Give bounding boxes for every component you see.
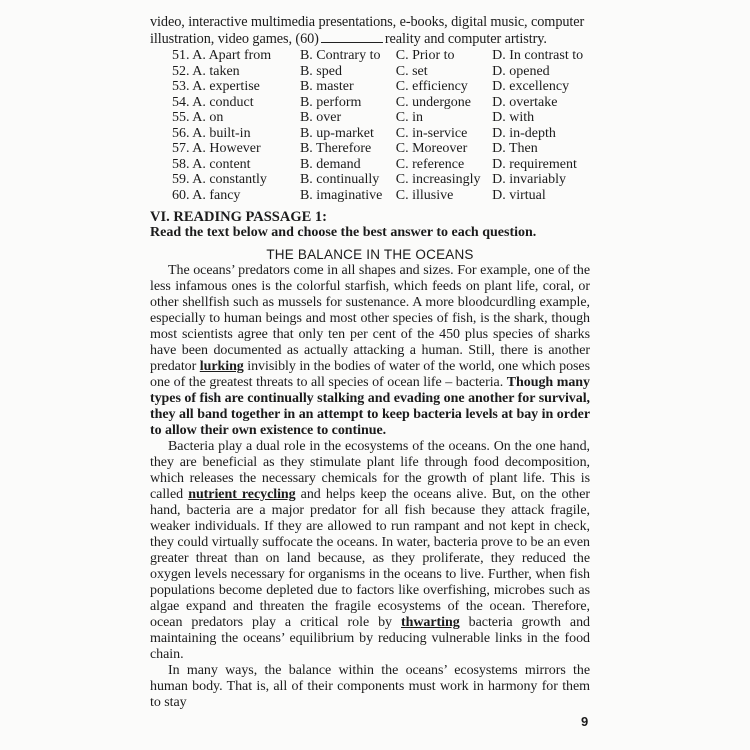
question-number-and-option-a (150, 64, 300, 80)
question-number: 53. (172, 79, 190, 94)
option-b: B. demand (299, 156, 361, 172)
question-number: 58. (172, 156, 190, 172)
question-number-and-option-a (150, 141, 300, 157)
page-content (150, 14, 590, 711)
option-b: B. sped (299, 63, 342, 79)
question-row (150, 64, 590, 80)
question-number: 57. (172, 141, 190, 156)
option-d: D. with (492, 110, 535, 125)
option-c: C. increasingly (395, 172, 481, 187)
question-number-and-option-a (150, 188, 300, 204)
option-c: C. efficiency (395, 79, 468, 94)
question-number: 55. (172, 110, 190, 125)
option-b: B. master (299, 79, 354, 94)
section-title: VI. READING PASSAGE 1: (150, 209, 327, 225)
option-d: D. requirement (492, 156, 577, 172)
intro-text (150, 14, 590, 47)
option-a: A. content (192, 156, 251, 172)
option-a: A. fancy (192, 187, 241, 203)
question-number-and-option-a (150, 48, 300, 64)
question-row (150, 172, 590, 188)
option-b: B. up-market (299, 125, 374, 141)
option-d: D. Then (492, 141, 538, 156)
option-c: C. in-service (395, 125, 468, 141)
question-number: 54. (172, 94, 190, 110)
option-a: A. taken (192, 63, 240, 79)
option-d: D. opened (492, 63, 550, 79)
option-c: C. illusive (395, 187, 454, 203)
question-number-and-option-a (150, 95, 300, 111)
answer-blank (321, 32, 383, 43)
option-a: A. constantly (192, 172, 267, 187)
option-b: B. continually (299, 172, 380, 187)
question-number-and-option-a (150, 172, 300, 188)
option-c: C. undergone (395, 94, 471, 110)
option-a: A. expertise (192, 79, 260, 94)
question-number: 59. (172, 172, 190, 187)
paragraph-2: Bacteria play a dual role in the ecosystems of the oceans. On the one hand, they are beneficial as they stimulate plant life through food decomposition, which releases the necessary chemicals for the growth of plant life. This is called nutrient recycling and helps keep the oceans alive. But, on the other hand, bacteria are a major predator for all fish because they attack fragile, weaker individuals. If they are allowed to run rampant and not kept in check, they could virtually suffocate the oceans. In water, bacteria prove to be an even greater threat than on land because, as they proliferate, they reduced the oxygen levels necessary for organisms in the oceans to live. Further, when fish populations become depleted due to factors like overfishing, microbes such as algae expand and threaten the fragile ecosystems of the ocean. Therefore, ocean predators play a critical role by thwarting bacteria growth and maintaining the oceans’ equilibrium by reducing vulnerable links in the food chain. (150, 439, 590, 662)
paragraph-1: The oceans’ predators come in all shapes and sizes. For example, one of the less infamous ones is the colorful starfish, which feeds on plant life, coral, or other shellfish such as mussels for sustenance. A more bloodcurdling example, especially to human beings and most other species of fish, is the shark, though most scientists agree that only ten per cent of the 450 plus species of sharks have been documented as actually attacking a human. Still, there is another predator lurking invisibly in the bodies of water of the world, one which poses one of the greatest threats to all species of ocean life – bacteria. Though many types of fish are continually stalking and evading one another for survival, they all band together in an attempt to keep bacteria levels at bay in order to allow their own existence to continue. (150, 263, 590, 438)
option-c: C. reference (395, 156, 465, 172)
option-b: B. Contrary to (299, 48, 381, 63)
paragraph-3: In many ways, the balance within the oceans’ ecosystems mirrors the human body. That is, all of their components must work in harmony for them to stay (150, 663, 590, 710)
intro-line-2: illustration, video games, (60) reality and computer artistry. (150, 30, 547, 47)
question-number-and-option-a (150, 110, 300, 126)
option-b: B. Therefore (299, 141, 372, 156)
option-a: A. built-in (192, 125, 251, 141)
question-number: 56. (172, 125, 190, 141)
option-c: C. Prior to (395, 48, 455, 63)
question-row (150, 157, 590, 173)
option-b: B. over (299, 110, 342, 125)
keyword-thwarting: thwarting (401, 615, 460, 630)
question-number: 60. (172, 187, 190, 203)
question-number: 51. (172, 48, 190, 63)
answer-choices-table (150, 48, 590, 203)
option-a: A. However (192, 141, 261, 156)
question-row (150, 110, 590, 126)
option-d: D. excellency (492, 79, 570, 94)
page-number: 9 (581, 714, 589, 729)
option-c: C. set (395, 63, 428, 79)
option-c: C. Moreover (395, 141, 468, 156)
question-number-and-option-a (150, 79, 300, 95)
option-d: D. overtake (492, 94, 558, 110)
question-number-and-option-a (150, 126, 300, 142)
question-row (150, 48, 590, 64)
question-number: 52. (172, 63, 190, 79)
option-d: D. In contrast to (492, 48, 584, 63)
question-row (150, 95, 590, 111)
question-row (150, 188, 590, 204)
option-a: A. on (192, 110, 224, 125)
option-c: C. in (395, 110, 423, 125)
option-d: D. invariably (492, 172, 566, 187)
reading-passage (150, 263, 590, 711)
question-row (150, 79, 590, 95)
option-d: D. in-depth (492, 125, 556, 141)
option-a: A. conduct (192, 94, 254, 110)
intro-line-1: video, interactive multimedia presentations, e-books, digital music, computer (150, 14, 585, 30)
keyword-nutrient-recycling: nutrient recycling (188, 487, 296, 502)
option-a: A. Apart from (192, 48, 272, 63)
question-number-and-option-a (150, 157, 300, 173)
passage-title: THE BALANCE IN THE OCEANS (266, 247, 474, 262)
question-row (150, 141, 590, 157)
option-b: B. imaginative (299, 187, 383, 203)
option-b: B. perform (299, 94, 362, 110)
question-row (150, 126, 590, 142)
highlighted-sentence: Though many types of fish are continually stalking and evading one another for survival, they all band together in an attempt to keep bacteria levels at bay in order to allow their own existence to continue. (150, 375, 590, 438)
keyword-lurking: lurking (199, 359, 244, 374)
section-instruction: Read the text below and choose the best answer to each question. (150, 225, 537, 240)
option-d: D. virtual (492, 187, 546, 203)
